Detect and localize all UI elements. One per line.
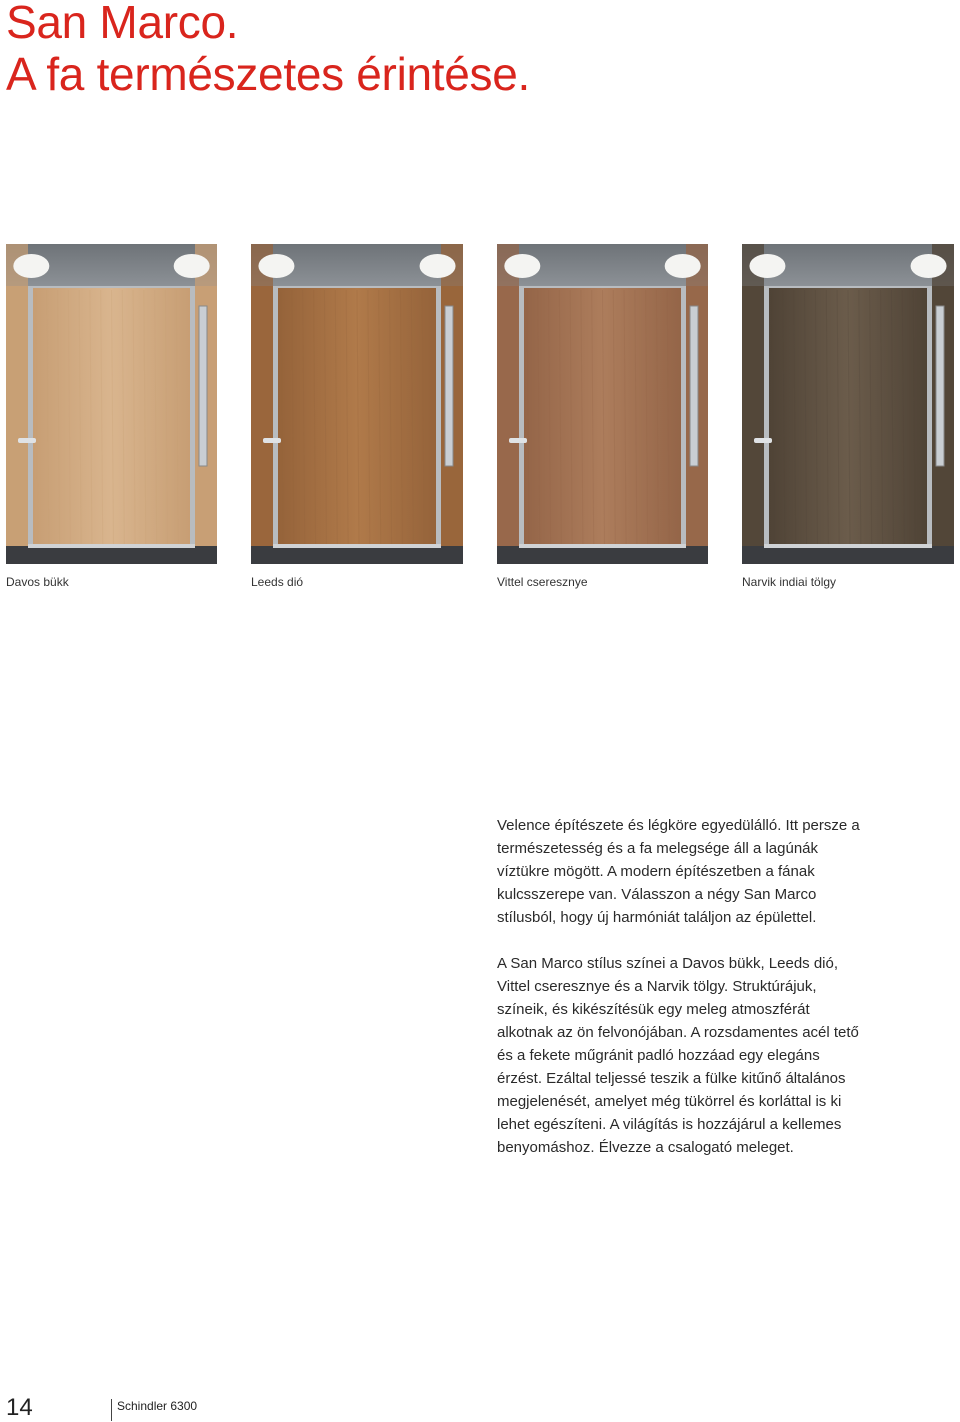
left-wall <box>497 244 519 564</box>
floor <box>497 546 708 564</box>
details-paragraph <box>497 952 867 1159</box>
floor-trim <box>273 544 441 548</box>
ceiling-lamp-right <box>420 254 456 278</box>
cabin-drawing <box>6 244 217 564</box>
title-line-1: San Marco. <box>6 0 239 48</box>
floor-trim <box>764 544 932 548</box>
ceiling-lamp-left <box>258 254 294 278</box>
ceiling-lamp-left <box>749 254 785 278</box>
details-text: A San Marco stílus színei a Davos bükk, Leeds dió, Vittel cseresznye és a Narvik tölgy. Struktúrájuk, színeik, és kikészítésük egy meleg atmoszférát alkotnak az ön felvonójában. A rozsdamentes acél tető és a fekete műgránit padló hozzáad egy elegáns érzést. Ezáltal teljessé teszik a fülke kitűnő általános megjelenését, amelyet még tükörrel és korláttal is ki lehet egészíteni. A világítás is hozzájárul a kellemes benyomáshoz. Élvezze a csalogató meleget. <box>497 955 859 1156</box>
caption-narvik-indiai-tolgy: Narvik indiai tölgy <box>742 575 837 589</box>
floor-trim <box>519 544 686 548</box>
handrail <box>18 438 36 443</box>
left-wall <box>742 244 764 564</box>
ceiling-lamp-right <box>174 254 210 278</box>
ceiling-lamp-left <box>13 254 49 278</box>
ceiling-lamp-right <box>665 254 701 278</box>
floor <box>6 546 217 564</box>
intro-text: Velence építészete és légköre egyedülálló. Itt persze a természetesség és a fa melegsége áll a lagúnák víztükre mögött. A modern építészetben a fának kulcsszerepe van. Válasszon a négy San Marco stílusból, hogy új harmóniát találjon az épülettel. <box>497 817 860 926</box>
cabin-image-narvik-indiai-tolgy <box>742 244 954 564</box>
control-panel <box>445 306 453 466</box>
footer-brand: Schindler 6300 <box>117 1399 198 1413</box>
cabin-image-leeds-dio <box>251 244 463 564</box>
floor <box>742 546 954 564</box>
handrail <box>263 438 281 443</box>
cabin-image-vittel-cseresznye <box>497 244 708 564</box>
control-panel <box>199 306 207 466</box>
caption-vittel-cseresznye: Vittel cseresznye <box>497 575 588 589</box>
left-wall <box>6 244 28 564</box>
caption-davos-bukk: Davos bükk <box>6 575 69 589</box>
title-line-2: A fa természetes érintése. <box>6 48 531 100</box>
page-title <box>6 0 530 100</box>
left-wall <box>251 244 273 564</box>
intro-paragraph <box>497 814 867 929</box>
cabin-drawing <box>251 244 463 564</box>
cabin-drawing <box>742 244 954 564</box>
handrail <box>509 438 527 443</box>
ceiling-lamp-right <box>911 254 947 278</box>
cabin-drawing <box>497 244 708 564</box>
control-panel <box>936 306 944 466</box>
ceiling-lamp-left <box>504 254 540 278</box>
page-number: 14 <box>6 1394 33 1421</box>
footer-divider <box>111 1399 112 1421</box>
caption-leeds-dio: Leeds dió <box>251 575 304 589</box>
floor-trim <box>28 544 195 548</box>
control-panel <box>690 306 698 466</box>
floor <box>251 546 463 564</box>
handrail <box>754 438 772 443</box>
cabin-image-davos-bukk <box>6 244 217 564</box>
